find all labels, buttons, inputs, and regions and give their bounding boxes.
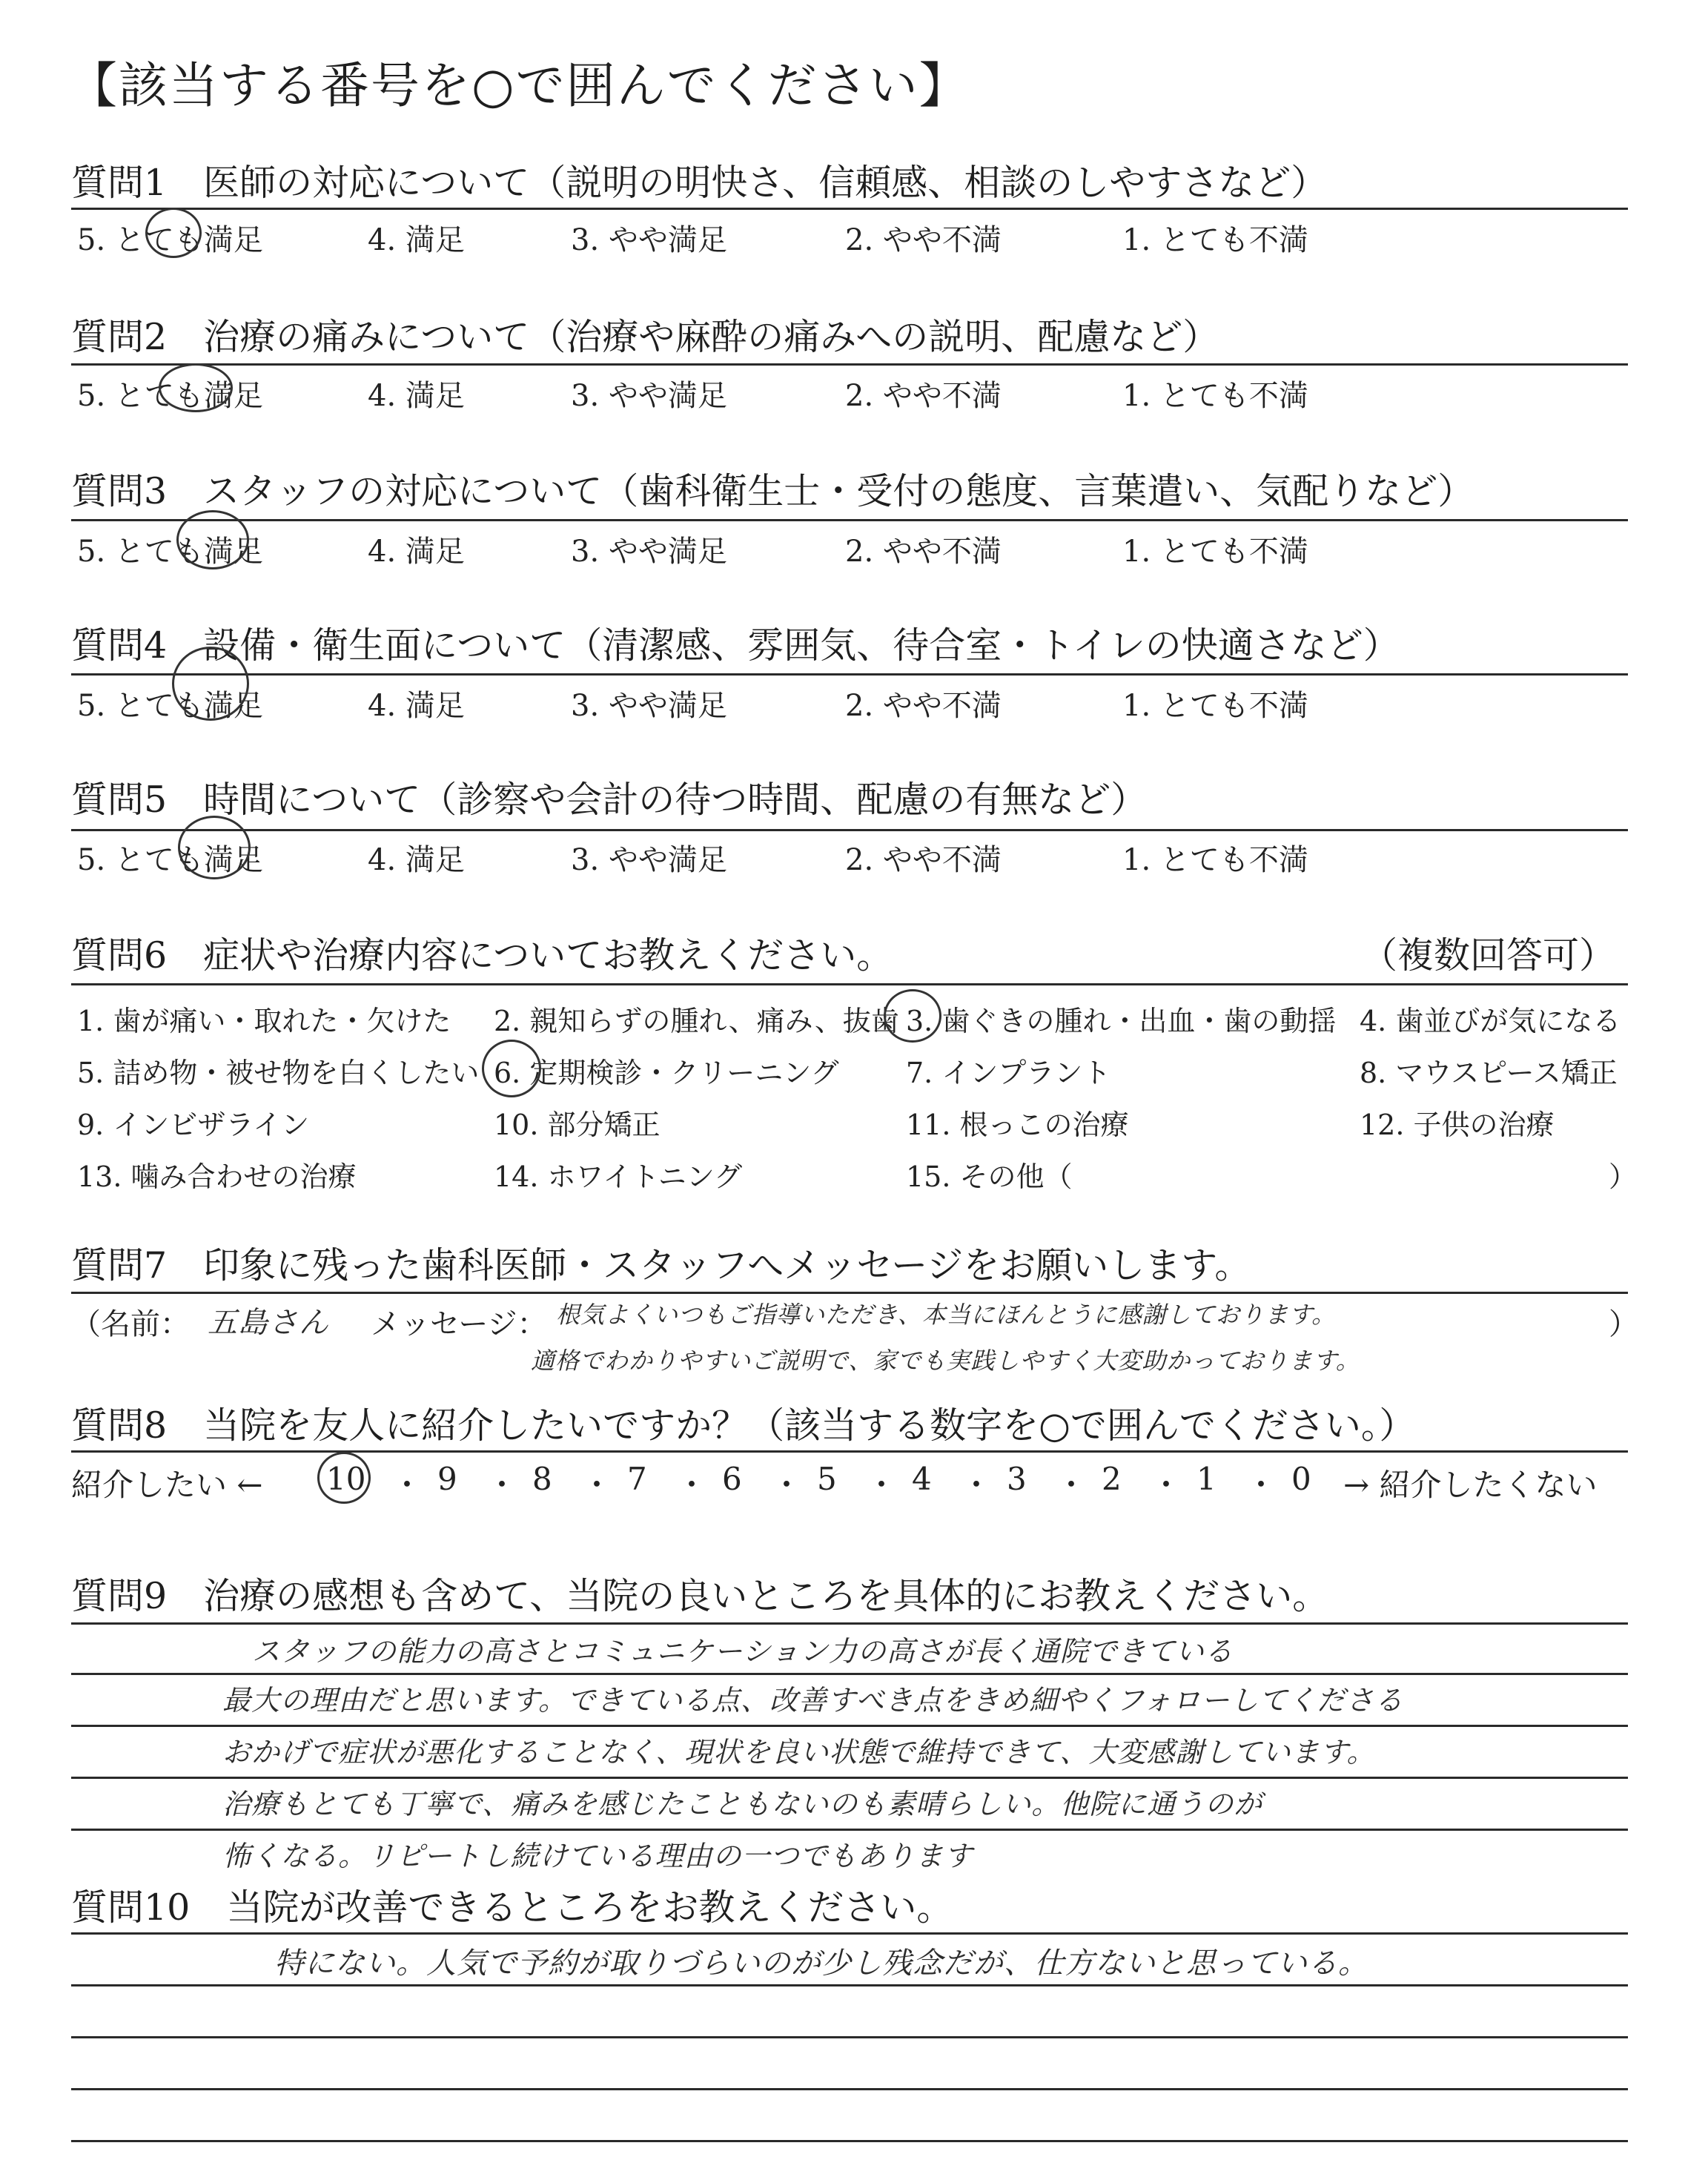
answer-line xyxy=(71,1777,1628,1779)
rating-option-2[interactable]: 2. やや不満 xyxy=(845,379,1002,413)
choice-13[interactable]: 13. 噛み合わせの治療 xyxy=(77,1160,357,1193)
name-value: 五島さん xyxy=(208,1306,329,1340)
choice-7[interactable]: 7. インプラント xyxy=(906,1057,1111,1089)
rating-option-1[interactable]: 1. とても不満 xyxy=(1122,689,1308,723)
scale-6[interactable]: 6 xyxy=(722,1461,742,1497)
answer-line xyxy=(71,1984,1628,1986)
question-9-title: 質問9 治療の感想も含めて、当院の良いところを具体的にお教えください。 xyxy=(71,1575,1329,1617)
rating-option-2[interactable]: 2. やや不満 xyxy=(845,843,1002,877)
divider xyxy=(71,519,1628,521)
answer-line xyxy=(71,1673,1628,1675)
selection-circle xyxy=(145,208,202,258)
answer-text-line: 怖くなる。リピートし続けている理由の一つでもあります xyxy=(222,1840,973,1872)
scale-dot: ・ xyxy=(391,1467,423,1503)
rating-option-1[interactable]: 1. とても不満 xyxy=(1122,535,1308,569)
rating-option-2[interactable]: 2. やや不満 xyxy=(845,535,1002,569)
choice-14[interactable]: 14. ホワイトニング xyxy=(494,1160,743,1193)
divider xyxy=(71,829,1628,831)
multiple-answers-note: （複数回答可） xyxy=(1361,934,1616,977)
choice-6[interactable]: 6. 定期検診・クリーニング xyxy=(494,1057,839,1089)
question-5-title: 質問5 時間について（診察や会計の待つ時間、配慮の有無など） xyxy=(71,779,1148,821)
answer-text-line: スタッフの能力の高さとコミュニケーション力の高さが長く通院できている xyxy=(252,1635,1234,1668)
rating-option-1[interactable]: 1. とても不満 xyxy=(1122,843,1308,877)
rating-option-4[interactable]: 4. 満足 xyxy=(368,535,465,569)
choice-4[interactable]: 4. 歯並びが気になる xyxy=(1360,1005,1621,1037)
rating-option-5[interactable]: 5. とても満足 xyxy=(77,223,263,257)
recommend-right-label: → 紹介したくない xyxy=(1343,1467,1598,1503)
selection-circle xyxy=(317,1452,371,1504)
divider xyxy=(71,363,1628,366)
answer-line xyxy=(71,2140,1628,2142)
answer-text-line: 治療もとても丁寧で、痛みを感じたこともないのも素晴らしい。他院に通うのが xyxy=(222,1788,1263,1820)
rating-option-3[interactable]: 3. やや満足 xyxy=(571,379,727,413)
scale-dot: ・ xyxy=(1245,1467,1277,1503)
question-6-title: 質問6 症状や治療内容についてお教えください。 xyxy=(71,934,893,977)
scale-8[interactable]: 8 xyxy=(532,1461,552,1497)
scale-3[interactable]: 3 xyxy=(1007,1461,1027,1497)
answer-line xyxy=(71,1829,1628,1831)
scale-dot: ・ xyxy=(961,1467,993,1503)
choice-2[interactable]: 2. 親知らずの腫れ、痛み、抜歯 xyxy=(494,1005,899,1037)
scale-4[interactable]: 4 xyxy=(912,1461,932,1497)
choice-3[interactable]: 3. 歯ぐきの腫れ・出血・歯の動揺 xyxy=(906,1005,1337,1037)
rating-option-1[interactable]: 1. とても不満 xyxy=(1122,223,1308,257)
answer-line xyxy=(71,2088,1628,2090)
scale-dot: ・ xyxy=(1151,1467,1182,1503)
answer-line xyxy=(71,1622,1628,1625)
form-header: 【該当する番号を○で囲んでください】 xyxy=(68,57,970,114)
choice-10[interactable]: 10. 部分矯正 xyxy=(494,1109,661,1141)
choice-8[interactable]: 8. マウスピース矯正 xyxy=(1360,1057,1618,1089)
answer-line xyxy=(71,1932,1628,1935)
choice-1[interactable]: 1. 歯が痛い・取れた・欠けた xyxy=(77,1005,451,1037)
recommend-left-label: 紹介したい ← xyxy=(71,1467,263,1503)
rating-option-5[interactable]: 5. とても満足 xyxy=(77,379,263,413)
answer-text-line: 最大の理由だと思います。できている点、改善すべき点をきめ細やくフォローしてくださる xyxy=(222,1684,1404,1717)
rating-option-4[interactable]: 4. 満足 xyxy=(368,223,465,257)
scale-0[interactable]: 0 xyxy=(1291,1461,1311,1497)
choice-15-close: ） xyxy=(1609,1160,1638,1193)
choice-12[interactable]: 12. 子供の治療 xyxy=(1360,1109,1555,1141)
scale-7[interactable]: 7 xyxy=(627,1461,647,1497)
message-label: メッセージ： xyxy=(371,1307,547,1341)
scale-dot: ・ xyxy=(1056,1467,1088,1503)
scale-2[interactable]: 2 xyxy=(1102,1461,1122,1497)
choice-15[interactable]: 15. その他（ xyxy=(906,1160,1073,1193)
rating-option-3[interactable]: 3. やや満足 xyxy=(571,843,727,877)
choice-11[interactable]: 11. 根っこの治療 xyxy=(906,1109,1129,1141)
rating-option-2[interactable]: 2. やや不満 xyxy=(845,689,1002,723)
message-line-1: 根気よくいつもご指導いただき、本当にほんとうに感謝しております。 xyxy=(556,1301,1337,1329)
scale-dot: ・ xyxy=(771,1467,803,1503)
rating-option-4[interactable]: 4. 満足 xyxy=(368,843,465,877)
message-close: ） xyxy=(1609,1307,1638,1341)
choice-5[interactable]: 5. 詰め物・被せ物を白くしたい xyxy=(77,1057,480,1089)
divider xyxy=(71,673,1628,676)
selection-circle xyxy=(482,1040,541,1097)
question-4-title: 質問4 設備・衛生面について（清潔感、雰囲気、待合室・トイレの快適さなど） xyxy=(71,624,1400,667)
rating-option-5[interactable]: 5. とても満足 xyxy=(77,689,263,723)
divider xyxy=(71,1292,1628,1294)
rating-option-4[interactable]: 4. 満足 xyxy=(368,379,465,413)
selection-circle xyxy=(884,989,941,1043)
rating-option-4[interactable]: 4. 満足 xyxy=(368,689,465,723)
question-2-title: 質問2 治療の痛みについて（治療や麻酔の痛みへの説明、配慮など） xyxy=(71,316,1219,358)
rating-option-5[interactable]: 5. とても満足 xyxy=(77,843,263,877)
rating-option-3[interactable]: 3. やや満足 xyxy=(571,535,727,569)
message-line-2: 適格でわかりやすいご説明で、家でも実践しやすく大変助かっております。 xyxy=(531,1347,1360,1375)
divider xyxy=(71,983,1628,985)
rating-option-5[interactable]: 5. とても満足 xyxy=(77,535,263,569)
rating-option-3[interactable]: 3. やや満足 xyxy=(571,689,727,723)
divider xyxy=(71,208,1628,210)
question-8-title: 質問8 当院を友人に紹介したいですか？（該当する数字を○で囲んでください。） xyxy=(71,1404,1416,1447)
answer-text-line: おかげで症状が悪化することなく、現状を良い状態で維持できて、大変感謝しています。 xyxy=(222,1736,1376,1768)
selection-circle xyxy=(178,816,251,879)
answer-text-line: 特にない。人気で予約が取りづらいのが少し残念だが、仕方ないと思っている。 xyxy=(274,1946,1368,1981)
question-7-title: 質問7 印象に残った歯科医師・スタッフへメッセージをお願いします。 xyxy=(71,1244,1251,1287)
choice-9[interactable]: 9. インビザライン xyxy=(77,1109,310,1141)
question-10-title: 質問10 当院が改善できるところをお教えください。 xyxy=(71,1886,953,1929)
scale-10[interactable]: 10 xyxy=(326,1461,366,1497)
scale-dot: ・ xyxy=(676,1467,708,1503)
rating-option-1[interactable]: 1. とても不満 xyxy=(1122,379,1308,413)
name-label: （名前： xyxy=(71,1307,190,1341)
scale-1[interactable]: 1 xyxy=(1196,1461,1217,1497)
answer-line xyxy=(71,1725,1628,1727)
divider xyxy=(71,1450,1628,1453)
rating-option-3[interactable]: 3. やや満足 xyxy=(571,223,727,257)
scale-dot: ・ xyxy=(581,1467,613,1503)
question-1-title: 質問1 医師の対応について（説明の明快さ、信頼感、相談のしやすさなど） xyxy=(71,162,1328,204)
rating-option-2[interactable]: 2. やや不満 xyxy=(845,223,1002,257)
selection-circle xyxy=(159,363,233,412)
selection-circle xyxy=(176,510,249,569)
answer-line xyxy=(71,2036,1628,2038)
scale-5[interactable]: 5 xyxy=(817,1461,837,1497)
selection-circle xyxy=(172,647,249,721)
scale-dot: ・ xyxy=(486,1467,518,1503)
scale-9[interactable]: 9 xyxy=(437,1461,457,1497)
question-3-title: 質問3 スタッフの対応について（歯科衛生士・受付の態度、言葉遣い、気配りなど） xyxy=(71,470,1474,512)
scale-dot: ・ xyxy=(866,1467,898,1503)
